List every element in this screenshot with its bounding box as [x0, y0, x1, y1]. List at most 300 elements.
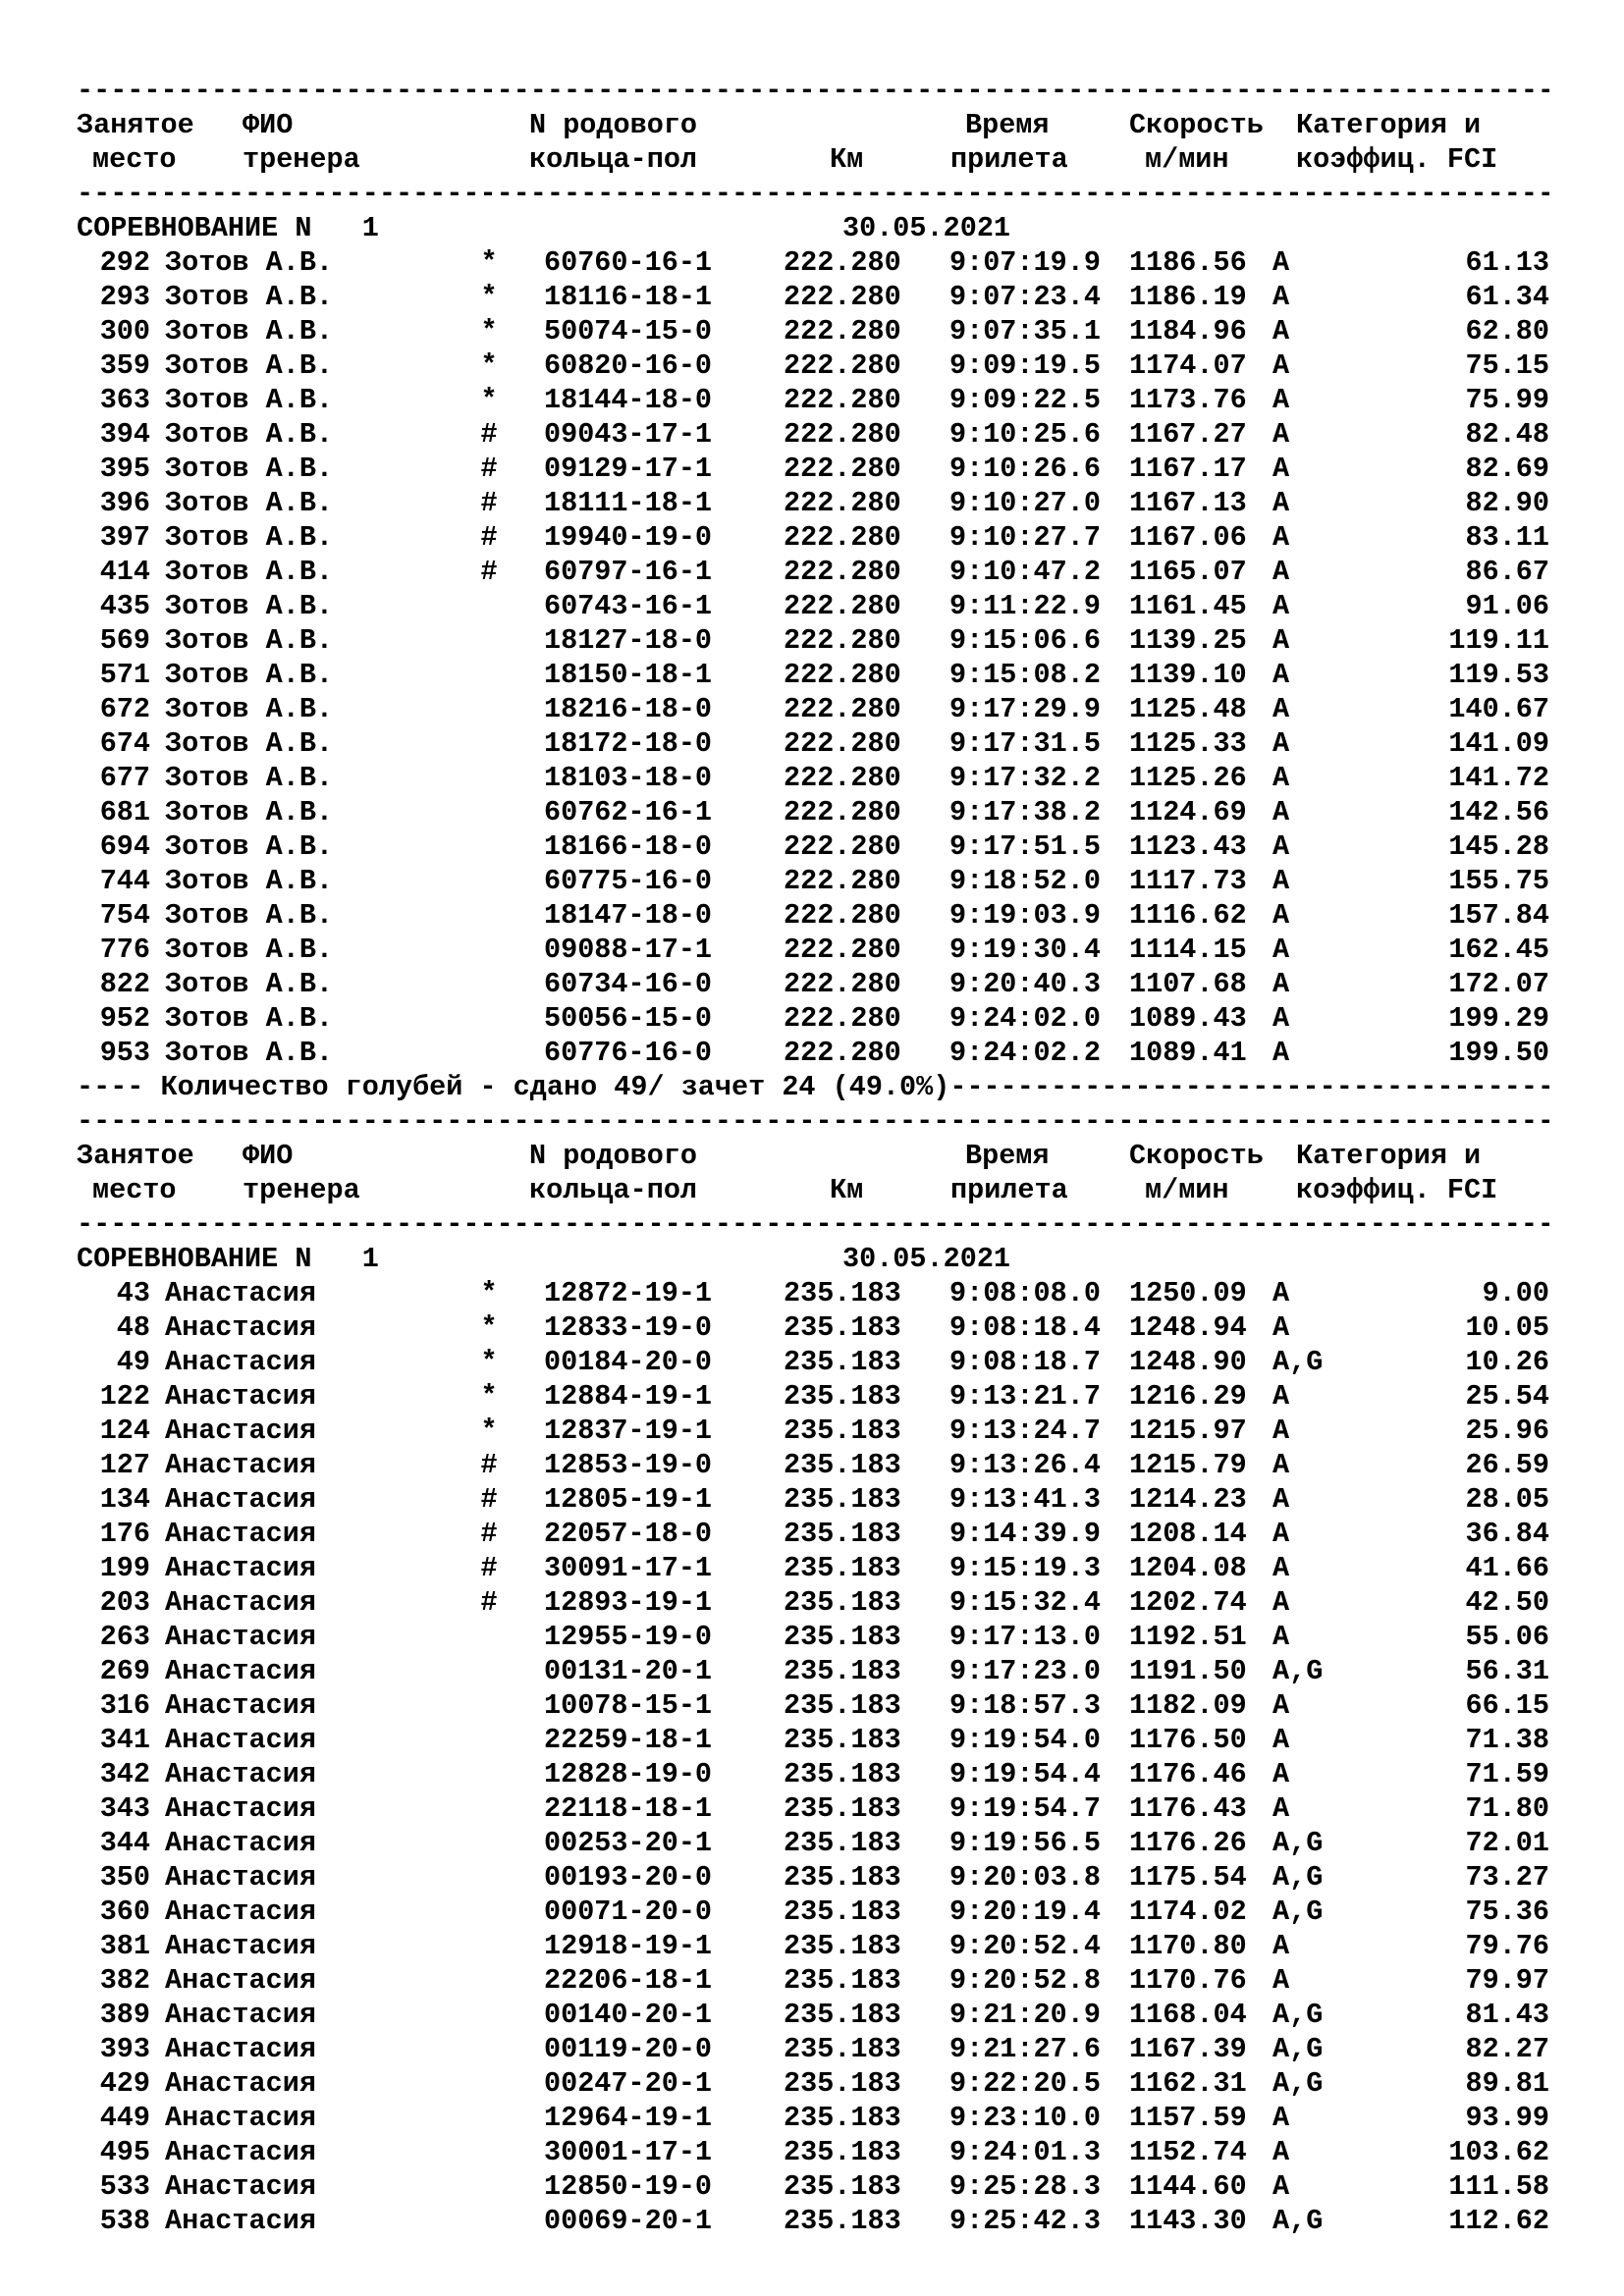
mark-cell: *	[480, 315, 498, 347]
fci-coefficient-cell: 155.75	[1448, 865, 1549, 897]
header-time: Время	[965, 1140, 1050, 1172]
ring-number-cell: 22118-18-1	[544, 1792, 713, 1825]
table-row	[77, 314, 1549, 348]
speed-cell: 1143.30	[1129, 2205, 1247, 2237]
speed-cell: 1186.56	[1129, 246, 1247, 279]
speed-cell: 1162.31	[1129, 2067, 1247, 2100]
table-row	[77, 2135, 1549, 2169]
trainer-name-cell: Анастасия	[165, 1415, 316, 1447]
fci-coefficient-cell: 91.06	[1465, 590, 1549, 622]
mark-cell: #	[480, 1518, 498, 1550]
fci-coefficient-cell: 83.11	[1465, 521, 1549, 554]
category-cell: A	[1272, 762, 1290, 794]
ring-number-cell: 00131-20-1	[544, 1655, 713, 1687]
category-cell: A	[1272, 556, 1290, 588]
arrival-time-cell: 9:18:57.3	[949, 1689, 1101, 1722]
ring-number-cell: 00247-20-1	[544, 2067, 713, 2100]
distance-cell: 235.183	[784, 1827, 901, 1859]
place-cell: 359	[99, 349, 150, 382]
speed-cell: 1125.48	[1129, 693, 1247, 725]
ring-number-cell: 00119-20-0	[544, 2033, 713, 2065]
speed-cell: 1174.07	[1129, 349, 1247, 382]
category-cell: A,G	[1272, 1999, 1324, 2031]
speed-cell: 1176.46	[1129, 1758, 1247, 1790]
trainer-name-cell: Анастасия	[165, 1724, 316, 1756]
table-row	[77, 761, 1549, 795]
fci-coefficient-cell: 66.15	[1465, 1689, 1549, 1722]
distance-cell: 235.183	[784, 1621, 901, 1653]
arrival-time-cell: 9:23:10.0	[949, 2102, 1101, 2134]
header-speed-2: м/мин	[1145, 1174, 1229, 1206]
header-speed-2: м/мин	[1145, 143, 1229, 176]
table-row	[77, 967, 1549, 1001]
trainer-name-cell: Зотов А.В.	[165, 384, 334, 416]
header-time-2: прилета	[950, 143, 1068, 176]
place-cell: 393	[99, 2033, 150, 2065]
distance-cell: 235.183	[784, 1449, 901, 1481]
category-cell: A	[1272, 453, 1290, 485]
speed-cell: 1125.33	[1129, 727, 1247, 760]
category-cell: A	[1272, 1415, 1290, 1447]
mark-cell: #	[480, 1483, 498, 1516]
header-time-2: прилета	[950, 1174, 1068, 1206]
fci-coefficient-cell: 28.05	[1465, 1483, 1549, 1516]
mark-cell: *	[480, 349, 498, 382]
category-cell: A	[1272, 727, 1290, 760]
arrival-time-cell: 9:10:25.6	[949, 418, 1101, 451]
header-ring: N родового	[529, 109, 698, 141]
arrival-time-cell: 9:13:21.7	[949, 1380, 1101, 1413]
distance-cell: 222.280	[784, 418, 901, 451]
ring-number-cell: 30001-17-1	[544, 2136, 713, 2168]
table-row	[77, 245, 1549, 280]
category-cell: A	[1272, 1380, 1290, 1413]
trainer-name-cell: Зотов А.В.	[165, 521, 334, 554]
arrival-time-cell: 9:19:03.9	[949, 899, 1101, 932]
table-row	[77, 1517, 1549, 1551]
ring-number-cell: 09129-17-1	[544, 453, 713, 485]
speed-cell: 1182.09	[1129, 1689, 1247, 1722]
header-place: Занятое	[77, 1140, 194, 1172]
arrival-time-cell: 9:10:47.2	[949, 556, 1101, 588]
speed-cell: 1167.39	[1129, 2033, 1247, 2065]
category-cell: A	[1272, 1552, 1290, 1584]
table-row	[77, 829, 1549, 864]
competition-title: СОРЕВНОВАНИЕ N 1	[77, 212, 379, 244]
category-cell: A,G	[1272, 2033, 1324, 2065]
ring-number-cell: 19940-19-0	[544, 521, 713, 554]
fci-coefficient-cell: 41.66	[1465, 1552, 1549, 1584]
ring-number-cell: 18111-18-1	[544, 487, 713, 519]
category-cell: A,G	[1272, 1655, 1324, 1687]
category-cell: A	[1272, 1311, 1290, 1344]
place-cell: 569	[99, 624, 150, 657]
distance-cell: 222.280	[784, 693, 901, 725]
header-speed: Скорость	[1129, 109, 1264, 141]
place-cell: 49	[116, 1346, 150, 1378]
speed-cell: 1123.43	[1129, 830, 1247, 863]
distance-cell: 222.280	[784, 246, 901, 279]
ring-number-cell: 12853-19-0	[544, 1449, 713, 1481]
ring-number-cell: 30091-17-1	[544, 1552, 713, 1584]
mark-cell: *	[480, 384, 498, 416]
fci-coefficient-cell: 81.43	[1465, 1999, 1549, 2031]
distance-cell: 235.183	[784, 2102, 901, 2134]
fci-coefficient-cell: 75.15	[1465, 349, 1549, 382]
distance-cell: 222.280	[784, 624, 901, 657]
distance-cell: 222.280	[784, 281, 901, 313]
speed-cell: 1139.25	[1129, 624, 1247, 657]
place-cell: 538	[99, 2205, 150, 2237]
trainer-name-cell: Зотов А.В.	[165, 934, 334, 966]
speed-cell: 1157.59	[1129, 2102, 1247, 2134]
category-cell: A	[1272, 1037, 1290, 1069]
ring-number-cell: 12955-19-0	[544, 1621, 713, 1653]
results-page	[77, 74, 1549, 2238]
ring-number-cell: 12884-19-1	[544, 1380, 713, 1413]
place-cell: 389	[99, 1999, 150, 2031]
arrival-time-cell: 9:20:52.8	[949, 1964, 1101, 1997]
ring-number-cell: 00140-20-1	[544, 1999, 713, 2031]
ring-number-cell: 00193-20-0	[544, 1861, 713, 1894]
arrival-time-cell: 9:24:02.2	[949, 1037, 1101, 1069]
distance-cell: 235.183	[784, 1724, 901, 1756]
trainer-name-cell: Анастасия	[165, 1586, 316, 1619]
trainer-name-cell: Анастасия	[165, 1380, 316, 1413]
distance-cell: 235.183	[784, 2033, 901, 2065]
fci-coefficient-cell: 140.67	[1448, 693, 1549, 725]
ring-number-cell: 60776-16-0	[544, 1037, 713, 1069]
ring-number-cell: 50074-15-0	[544, 315, 713, 347]
place-cell: 414	[99, 556, 150, 588]
arrival-time-cell: 9:17:23.0	[949, 1655, 1101, 1687]
header-place-2: место	[92, 1174, 177, 1206]
category-cell: A	[1272, 1621, 1290, 1653]
trainer-name-cell: Зотов А.В.	[165, 590, 334, 622]
place-cell: 341	[99, 1724, 150, 1756]
place-cell: 124	[99, 1415, 150, 1447]
trainer-name-cell: Анастасия	[165, 1689, 316, 1722]
category-cell: A	[1272, 246, 1290, 279]
fci-coefficient-cell: 10.05	[1465, 1311, 1549, 1344]
table-row	[77, 898, 1549, 933]
arrival-time-cell: 9:09:22.5	[949, 384, 1101, 416]
ring-number-cell: 09088-17-1	[544, 934, 713, 966]
trainer-name-cell: Зотов А.В.	[165, 556, 334, 588]
fci-coefficient-cell: 42.50	[1465, 1586, 1549, 1619]
speed-cell: 1204.08	[1129, 1552, 1247, 1584]
arrival-time-cell: 9:21:20.9	[949, 1999, 1101, 2031]
place-cell: 48	[116, 1311, 150, 1344]
ring-number-cell: 12893-19-1	[544, 1586, 713, 1619]
speed-cell: 1167.13	[1129, 487, 1247, 519]
arrival-time-cell: 9:15:32.4	[949, 1586, 1101, 1619]
place-cell: 293	[99, 281, 150, 313]
trainer-name-cell: Анастасия	[165, 1346, 316, 1378]
distance-cell: 235.183	[784, 1380, 901, 1413]
arrival-time-cell: 9:21:27.6	[949, 2033, 1101, 2065]
table-row	[77, 1723, 1549, 1757]
table-row	[77, 1345, 1549, 1379]
place-cell: 953	[99, 1037, 150, 1069]
trainer-name-cell: Анастасия	[165, 2067, 316, 2100]
speed-cell: 1250.09	[1129, 1277, 1247, 1309]
table-row	[77, 1688, 1549, 1723]
speed-cell: 1248.94	[1129, 1311, 1247, 1344]
category-cell: A	[1272, 349, 1290, 382]
trainer-name-cell: Зотов А.В.	[165, 830, 334, 863]
ring-number-cell: 18127-18-0	[544, 624, 713, 657]
arrival-time-cell: 9:10:26.6	[949, 453, 1101, 485]
distance-cell: 235.183	[784, 1999, 901, 2031]
fci-coefficient-cell: 82.48	[1465, 418, 1549, 451]
table-row	[77, 1276, 1549, 1310]
speed-cell: 1161.45	[1129, 590, 1247, 622]
trainer-name-cell: Зотов А.В.	[165, 1037, 334, 1069]
table-row	[77, 1791, 1549, 1826]
speed-cell: 1174.02	[1129, 1896, 1247, 1928]
fci-coefficient-cell: 111.58	[1448, 2170, 1549, 2203]
category-cell: A	[1272, 865, 1290, 897]
distance-cell: 222.280	[784, 762, 901, 794]
place-cell: 203	[99, 1586, 150, 1619]
fci-coefficient-cell: 55.06	[1465, 1621, 1549, 1653]
arrival-time-cell: 9:13:24.7	[949, 1415, 1101, 1447]
place-cell: 449	[99, 2102, 150, 2134]
ring-number-cell: 00071-20-0	[544, 1896, 713, 1928]
arrival-time-cell: 9:13:41.3	[949, 1483, 1101, 1516]
place-cell: 776	[99, 934, 150, 966]
place-cell: 822	[99, 968, 150, 1000]
arrival-time-cell: 9:17:51.5	[949, 830, 1101, 863]
trainer-name-cell: Зотов А.В.	[165, 246, 334, 279]
table-row	[77, 520, 1549, 555]
mark-cell: *	[480, 281, 498, 313]
arrival-time-cell: 9:10:27.7	[949, 521, 1101, 554]
mark-cell: *	[480, 1311, 498, 1344]
place-cell: 199	[99, 1552, 150, 1584]
place-cell: 350	[99, 1861, 150, 1894]
ring-number-cell: 12964-19-1	[544, 2102, 713, 2134]
competition-date: 30.05.2021	[842, 1243, 1011, 1275]
category-cell: A	[1272, 521, 1290, 554]
fci-coefficient-cell: 142.56	[1448, 796, 1549, 828]
place-cell: 127	[99, 1449, 150, 1481]
mark-cell: #	[480, 1449, 498, 1481]
table-row	[77, 795, 1549, 829]
trainer-name-cell: Анастасия	[165, 1827, 316, 1859]
speed-cell: 1114.15	[1129, 934, 1247, 966]
table-row	[77, 452, 1549, 486]
trainer-name-cell: Зотов А.В.	[165, 1002, 334, 1035]
arrival-time-cell: 9:17:13.0	[949, 1621, 1101, 1653]
ring-number-cell: 12837-19-1	[544, 1415, 713, 1447]
place-cell: 300	[99, 315, 150, 347]
distance-cell: 222.280	[784, 384, 901, 416]
distance-cell: 235.183	[784, 1896, 901, 1928]
mark-cell: *	[480, 1380, 498, 1413]
trainer-name-cell: Зотов А.В.	[165, 693, 334, 725]
category-cell: A	[1272, 934, 1290, 966]
category-cell: A	[1272, 1002, 1290, 1035]
ring-number-cell: 18116-18-1	[544, 281, 713, 313]
trainer-name-cell: Анастасия	[165, 2205, 316, 2237]
category-cell: A	[1272, 2102, 1290, 2134]
trainer-name-cell: Анастасия	[165, 1861, 316, 1894]
distance-cell: 235.183	[784, 1586, 901, 1619]
speed-cell: 1202.74	[1129, 1586, 1247, 1619]
trainer-name-cell: Анастасия	[165, 1483, 316, 1516]
fci-coefficient-cell: 72.01	[1465, 1827, 1549, 1859]
fci-coefficient-cell: 199.29	[1448, 1002, 1549, 1035]
table-row	[77, 1998, 1549, 2032]
summary-row	[77, 1070, 1549, 1104]
table-row	[77, 2032, 1549, 2066]
trainer-name-cell: Зотов А.В.	[165, 349, 334, 382]
ring-number-cell: 00184-20-0	[544, 1346, 713, 1378]
header-name-2: тренера	[243, 1174, 360, 1206]
speed-cell: 1089.43	[1129, 1002, 1247, 1035]
fci-coefficient-cell: 10.26	[1465, 1346, 1549, 1378]
arrival-time-cell: 9:25:28.3	[949, 2170, 1101, 2203]
category-cell: A	[1272, 1930, 1290, 1962]
competition-date: 30.05.2021	[842, 212, 1011, 244]
ring-number-cell: 18147-18-0	[544, 899, 713, 932]
distance-cell: 235.183	[784, 1792, 901, 1825]
table-row	[77, 1310, 1549, 1345]
category-cell: A,G	[1272, 1346, 1324, 1378]
arrival-time-cell: 9:18:52.0	[949, 865, 1101, 897]
category-cell: A	[1272, 487, 1290, 519]
distance-cell: 222.280	[784, 453, 901, 485]
header-fci: коэффиц. FCI	[1296, 143, 1498, 176]
ring-number-cell: 60762-16-1	[544, 796, 713, 828]
category-cell: A	[1272, 281, 1290, 313]
category-cell: A,G	[1272, 1896, 1324, 1928]
table-row	[77, 623, 1549, 658]
header-ring-2: кольца-пол	[529, 143, 698, 176]
arrival-time-cell: 9:17:31.5	[949, 727, 1101, 760]
table-row	[77, 1551, 1549, 1585]
arrival-time-cell: 9:08:18.7	[949, 1346, 1101, 1378]
distance-cell: 222.280	[784, 659, 901, 691]
table-row	[77, 417, 1549, 452]
table-row	[77, 383, 1549, 417]
table-row	[77, 2204, 1549, 2238]
fci-coefficient-cell: 9.00	[1482, 1277, 1549, 1309]
distance-cell: 235.183	[784, 1964, 901, 1997]
category-cell: A	[1272, 418, 1290, 451]
table-row	[77, 658, 1549, 692]
ring-number-cell: 60734-16-0	[544, 968, 713, 1000]
arrival-time-cell: 9:25:42.3	[949, 2205, 1101, 2237]
header-ring-2: кольца-пол	[529, 1174, 698, 1206]
results-table-body	[77, 1276, 1549, 2238]
speed-cell: 1165.07	[1129, 556, 1247, 588]
ring-number-cell: 18166-18-0	[544, 830, 713, 863]
fci-coefficient-cell: 82.69	[1465, 453, 1549, 485]
table-row	[77, 2169, 1549, 2204]
trainer-name-cell: Анастасия	[165, 2136, 316, 2168]
arrival-time-cell: 9:13:26.4	[949, 1449, 1101, 1481]
place-cell: 681	[99, 796, 150, 828]
trainer-name-cell: Анастасия	[165, 2102, 316, 2134]
ring-number-cell: 12918-19-1	[544, 1930, 713, 1962]
speed-cell: 1175.54	[1129, 1861, 1247, 1894]
trainer-name-cell: Анастасия	[165, 1311, 316, 1344]
arrival-time-cell: 9:19:54.7	[949, 1792, 1101, 1825]
trainer-name-cell: Зотов А.В.	[165, 418, 334, 451]
speed-cell: 1170.76	[1129, 1964, 1247, 1997]
trainer-name-cell: Зотов А.В.	[165, 796, 334, 828]
place-cell: 360	[99, 1896, 150, 1928]
trainer-name-cell: Анастасия	[165, 1964, 316, 1997]
table-row	[77, 1036, 1549, 1070]
ring-number-cell: 18172-18-0	[544, 727, 713, 760]
category-cell: A	[1272, 590, 1290, 622]
category-cell: A	[1272, 1586, 1290, 1619]
arrival-time-cell: 9:19:30.4	[949, 934, 1101, 966]
divider	[77, 177, 1549, 211]
category-cell: A	[1272, 1758, 1290, 1790]
category-cell: A	[1272, 1449, 1290, 1481]
trainer-name-cell: Зотов А.В.	[165, 315, 334, 347]
distance-cell: 235.183	[784, 1311, 901, 1344]
fci-coefficient-cell: 89.81	[1465, 2067, 1549, 2100]
ring-number-cell: 60820-16-0	[544, 349, 713, 382]
trainer-name-cell: Зотов А.В.	[165, 281, 334, 313]
trainer-name-cell: Зотов А.В.	[165, 487, 334, 519]
mark-cell: *	[480, 1277, 498, 1309]
arrival-time-cell: 9:14:39.9	[949, 1518, 1101, 1550]
category-cell: A	[1272, 624, 1290, 657]
speed-cell: 1152.74	[1129, 2136, 1247, 2168]
arrival-time-cell: 9:10:27.0	[949, 487, 1101, 519]
competition-title-row	[77, 1242, 1549, 1276]
table-row	[77, 1448, 1549, 1482]
table-row	[77, 1860, 1549, 1895]
category-cell: A,G	[1272, 1861, 1324, 1894]
table-row	[77, 1585, 1549, 1620]
distance-cell: 222.280	[784, 796, 901, 828]
distance-cell: 222.280	[784, 1002, 901, 1035]
arrival-time-cell: 9:07:19.9	[949, 246, 1101, 279]
ring-number-cell: 60743-16-1	[544, 590, 713, 622]
table-row	[77, 1379, 1549, 1414]
ring-number-cell: 18150-18-1	[544, 659, 713, 691]
distance-cell: 235.183	[784, 1930, 901, 1962]
fci-coefficient-cell: 71.59	[1465, 1758, 1549, 1790]
place-cell: 363	[99, 384, 150, 416]
distance-cell: 235.183	[784, 1346, 901, 1378]
fci-coefficient-cell: 61.13	[1465, 246, 1549, 279]
category-cell: A	[1272, 693, 1290, 725]
header-ring: N родового	[529, 1140, 698, 1172]
mark-cell: *	[480, 1415, 498, 1447]
fci-coefficient-cell: 157.84	[1448, 899, 1549, 932]
trainer-name-cell: Анастасия	[165, 1999, 316, 2031]
speed-cell: 1116.62	[1129, 899, 1247, 932]
fci-coefficient-cell: 82.90	[1465, 487, 1549, 519]
table-row	[77, 933, 1549, 967]
category-cell: A	[1272, 1689, 1290, 1722]
arrival-time-cell: 9:22:20.5	[949, 2067, 1101, 2100]
header-time: Время	[965, 109, 1050, 141]
place-cell: 344	[99, 1827, 150, 1859]
ring-number-cell: 09043-17-1	[544, 418, 713, 451]
arrival-time-cell: 9:17:29.9	[949, 693, 1101, 725]
ring-number-cell: 22259-18-1	[544, 1724, 713, 1756]
